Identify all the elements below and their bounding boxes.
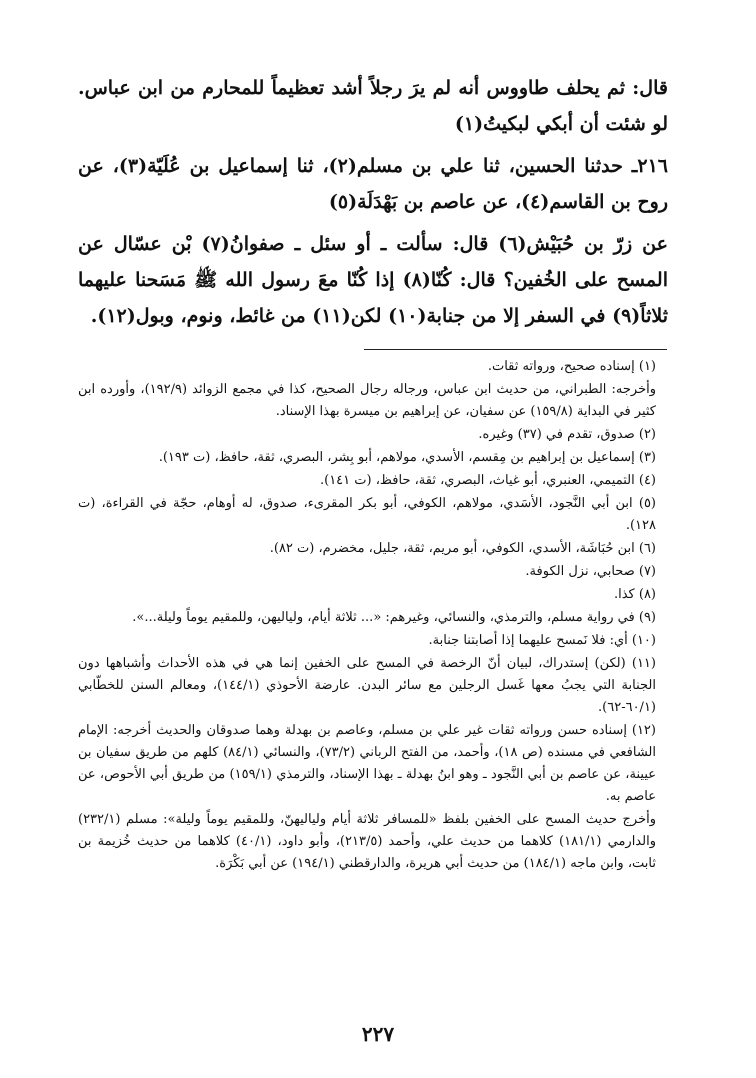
footnotes <box>78 356 670 876</box>
footnote: (٢) صدوق، تقدم في (٣٧) وغيره. <box>478 427 656 442</box>
footnote: وأخرجه: الطبراني، من حديث ابن عباس، ورجاله رجال الصحيح، كذا في مجمع الزوائد (١٩٢/٩)، وأورده ابن كثير في البداية (١٥٩/٨) عن سفيان، عن إبراهيم بن ميسرة بهذا الإسناد. <box>78 382 656 419</box>
footnote: (٧) صحابي، نزل الكوفة. <box>525 564 656 579</box>
footnote: (٥) ابن أبي النَّجود، الأسَدي، مولاهم، الكوفي، أبو بكر المقرىء، صدوق، له أوهام، حجّة في القراءة، (ت ١٢٨). <box>78 496 656 533</box>
footnote: (٤) التميمي، العنبري، أبو غياث، البصري، ثقة، حافظ، (ت ١٤١). <box>319 473 656 488</box>
main-paragraph-1: قال: ثم يحلف طاووس أنه لم يرَ رجلاً أشد تعظيماً للمحارم من ابن عباس. لو شئت أن أبكي لبكيتُ(١) <box>78 77 668 135</box>
footnote: (٦) ابن حُبَاشَة، الأسدي، الكوفي، أبو مريم، ثقة، جليل، مخضرم، (ت ٨٢). <box>269 541 656 556</box>
footnote: (١) إسناده صحيح، ورواته ثقات. <box>487 359 656 374</box>
footnote: (١٢) إسناده حسن ورواته ثقات غير علي بن مسلم، وعاصم بن بهدلة وهما صدوقان والحديث أخرجه: الإمام الشافعي في مسنده (ص ١٨)، وأحمد، من الفتح الرباني (٧٣/٢)، والنسائي (٨٤/١) كلهم من طريق سفيان بن عيينة، عن عاصم بن أبي النَّجود ـ وهو ابنُ بهدلة ـ بهذا الإسناد، والترمذي (١٥٩/١) من طريق أبي الأحوص، عن عاصم به. <box>78 723 656 804</box>
page-number: ٢٢٧ <box>361 1022 395 1046</box>
footnote-separator <box>364 349 667 350</box>
footnote: (٩) في رواية مسلم، والترمذي، والنسائي، وغيرهم: «... ثلاثة أيام، ولياليهن، وللمقيم يوماً وليلة...». <box>132 610 656 625</box>
footnote: (٨) كذا. <box>613 587 656 602</box>
main-paragraph-3: عن زرّ بن حُبَيْش(٦) قال: سألت ـ أو سئل ـ صفوانُ(٧) بْن عسّال عن المسح على الخُفين؟ قال: كُنّا(٨) إذا كُنّا معَ رسول الله ﷺ مَسَحنا عليهما ثلاثاً(٩) في السفر إلا من جنابة(١٠) لكن(١١) من غائط، ونوم، وبول(١٢). <box>78 233 668 327</box>
main-text <box>78 70 668 340</box>
footnote: (١١) (لكن) إستدراك، لبيان أنّ الرخصة في المسح على الخفين إنما هي في هذه الأحداث وأشباهها دون الجنابة التي يجبُ معها غَسل الرجلين مع سائر البدن. عارضة الأحوذي (١٤٤/١)، ومعالم السنن للخطّابي (٦٠/١-٦٢). <box>78 656 656 715</box>
footnote: (٣) إسماعيل بن إبراهيم بن مِقسم، الأسدي، مولاهم، أبو بِشر، البصري، ثقة، حافظ، (ت ١٩٣). <box>158 450 656 465</box>
main-paragraph-2: ٢١٦ـ حدثنا الحسين، ثنا علي بن مسلم(٢)، ثنا إسماعيل بن عُلَيّة(٣)، عن روح بن القاسم(٤)، عن عاصم بن بَهْدَلَة(٥) <box>78 155 668 213</box>
footnote: وأخرج حديث المسح على الخفين بلفظ «للمسافر ثلاثة أيام ولياليهنّ، وللمقيم يوماً وليلة»: مسلم (٢٣٢/١) والدارمي (١٨١/١) كلاهما من حديث علي، وأحمد (٢١٣/٥)، وأبو داود، (٤٠/١) كلاهما من حديث خُزيمة بن ثابت، وابن ماجه (١٨٤/١) من حديث أبي هريرة، والدارقطني (١٩٤/١) عن أبي بَكْرَة. <box>78 812 656 871</box>
footnote: (١٠) أي: فلا نَمسح عليهما إذا أصابتنا جنابة. <box>428 633 656 648</box>
